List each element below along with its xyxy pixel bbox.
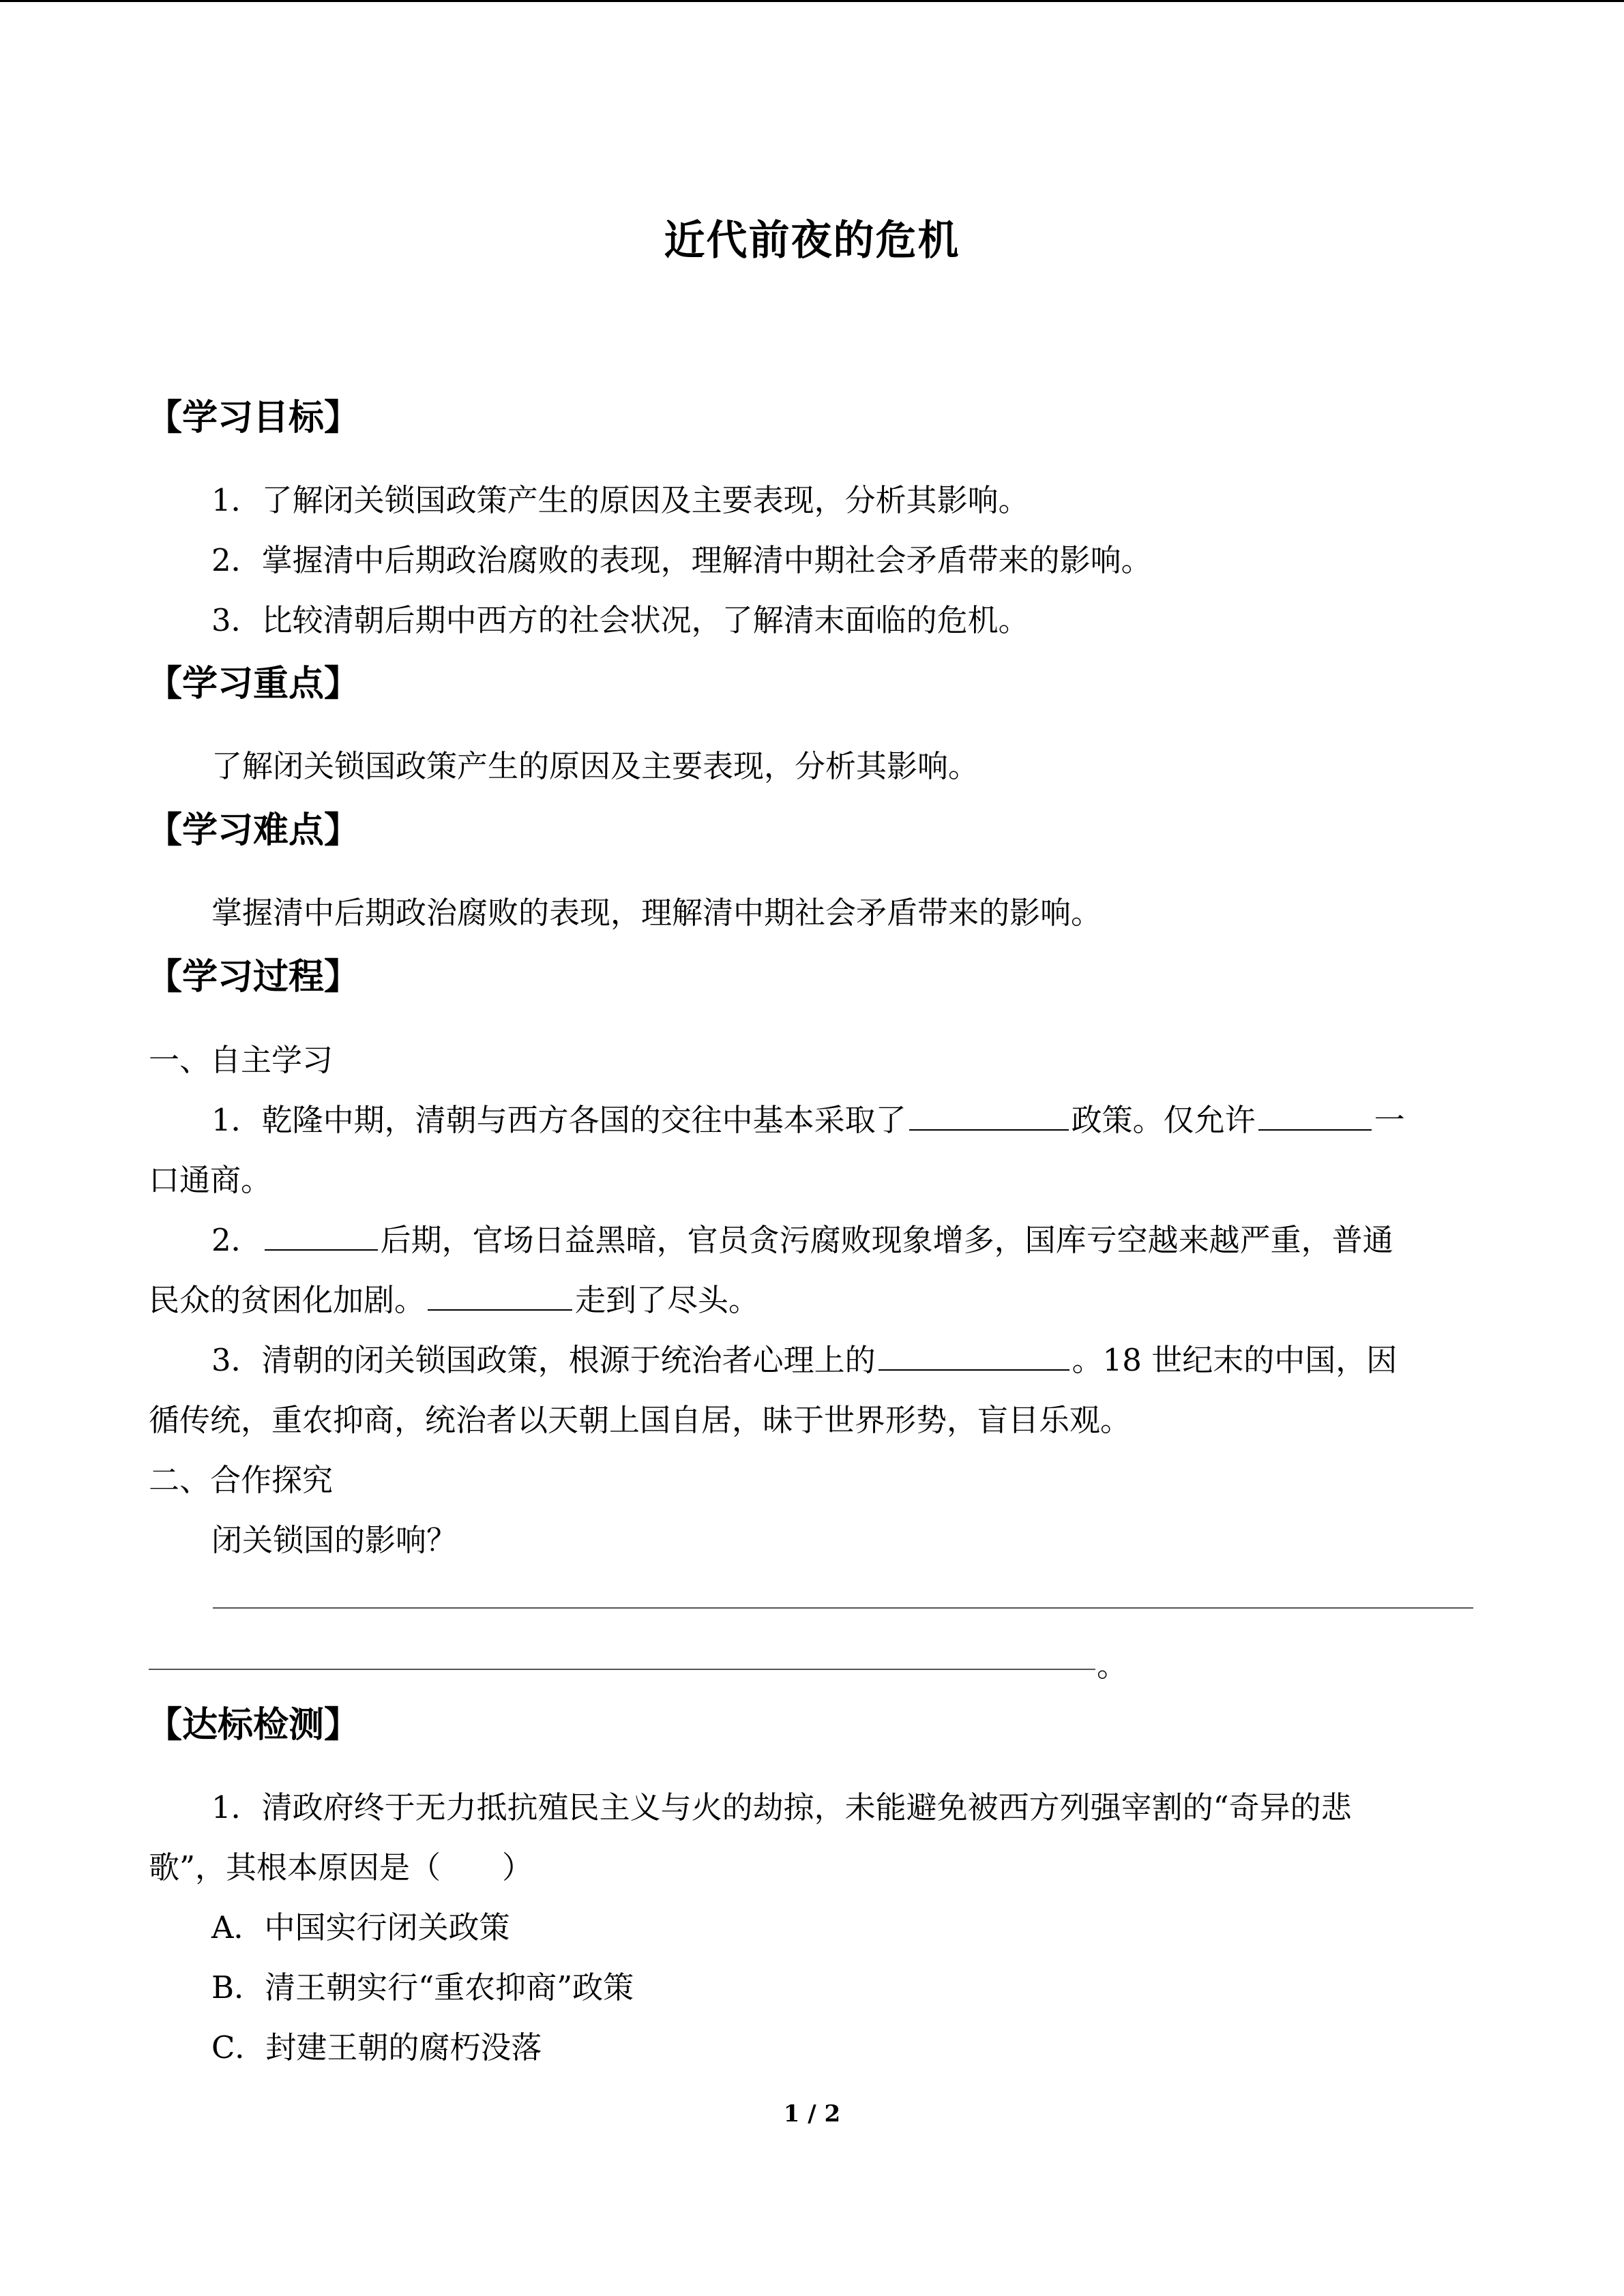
answer-line-2[interactable] <box>149 1669 1095 1670</box>
heading-assessment: 【达标检测】 <box>147 1705 360 1746</box>
q3-blank-1[interactable] <box>879 1337 1069 1371</box>
q2-text-b: 后期，官场日益黑暗，官员贪污腐败现象增多，国库亏空越来越严重，普通 <box>380 1222 1393 1258</box>
q1-blank-2[interactable] <box>1258 1097 1372 1131</box>
difficulties-text: 掌握清中后期政治腐败的表现，理解清中期社会矛盾带来的影响。 <box>211 895 1102 931</box>
key-points-text: 了解闭关锁国政策产生的原因及主要表现，分析其影响。 <box>211 748 979 784</box>
heading-learning-process: 【学习过程】 <box>147 957 360 998</box>
self-study-question-3 <box>211 1335 1397 1380</box>
q2-blank-2[interactable] <box>428 1277 572 1311</box>
test-question-1-cont: 歌”，其根本原因是（ ） <box>149 1849 533 1885</box>
answer-line-1[interactable] <box>213 1607 1473 1609</box>
option-a[interactable]: A．中国实行闭关政策 <box>211 1909 510 1945</box>
option-b[interactable]: B．清王朝实行“重农抑商”政策 <box>211 1969 634 2006</box>
answer-end-mark: 。 <box>1097 1648 1128 1684</box>
heading-key-points: 【学习重点】 <box>147 664 360 704</box>
goal-item-3: 3．比较清朝后期中西方的社会状况，了解清末面临的危机。 <box>211 602 1029 638</box>
q2-text-d: 走到了尽头。 <box>575 1282 760 1318</box>
q1-blank-1[interactable] <box>909 1097 1069 1131</box>
self-study-question-2-cont <box>149 1275 759 1320</box>
heading-learning-goals: 【学习目标】 <box>147 398 360 438</box>
self-study-question-1 <box>211 1095 1405 1139</box>
cooperative-title: 二、合作探究 <box>149 1462 334 1498</box>
q3-text-a: 3．清朝的闭关锁国政策，根源于统治者心理上的 <box>211 1342 876 1378</box>
option-c[interactable]: C．封建王朝的腐朽没落 <box>211 2029 542 2066</box>
q2-text-a: 2． <box>211 1222 262 1258</box>
q1-text-b: 政策。仅允许 <box>1071 1102 1256 1138</box>
self-study-question-3-cont: 循传统，重农抑商，统治者以天朝上国自居，昧于世界形势，盲目乐观。 <box>149 1402 1132 1438</box>
page-number: 1 / 2 <box>783 2100 841 2128</box>
page-top-border <box>0 0 1624 2</box>
q1-text-c: 一 <box>1374 1102 1405 1138</box>
self-study-question-2 <box>211 1215 1393 1259</box>
q2-text-c: 民众的贫困化加剧。 <box>149 1282 426 1318</box>
goal-item-1: 1．了解闭关锁国政策产生的原因及主要表现，分析其影响。 <box>211 482 1029 518</box>
test-question-1: 1．清政府终于无力抵抗殖民主义与火的劫掠，未能避免被西方列强宰割的“奇异的悲 <box>211 1789 1352 1825</box>
document-title: 近代前夜的危机 <box>664 217 960 265</box>
q3-text-b: 。18 世纪末的中国，因 <box>1072 1342 1398 1378</box>
cooperative-question: 闭关锁国的影响？ <box>211 1522 458 1558</box>
heading-difficulties: 【学习难点】 <box>147 810 360 851</box>
q1-text-a: 1．乾隆中期，清朝与西方各国的交往中基本采取了 <box>211 1102 906 1138</box>
self-study-title: 一、自主学习 <box>149 1042 334 1078</box>
q2-blank-1[interactable] <box>265 1217 378 1251</box>
goal-item-2: 2．掌握清中后期政治腐败的表现，理解清中期社会矛盾带来的影响。 <box>211 542 1152 578</box>
self-study-question-1-cont: 口通商。 <box>149 1162 272 1198</box>
